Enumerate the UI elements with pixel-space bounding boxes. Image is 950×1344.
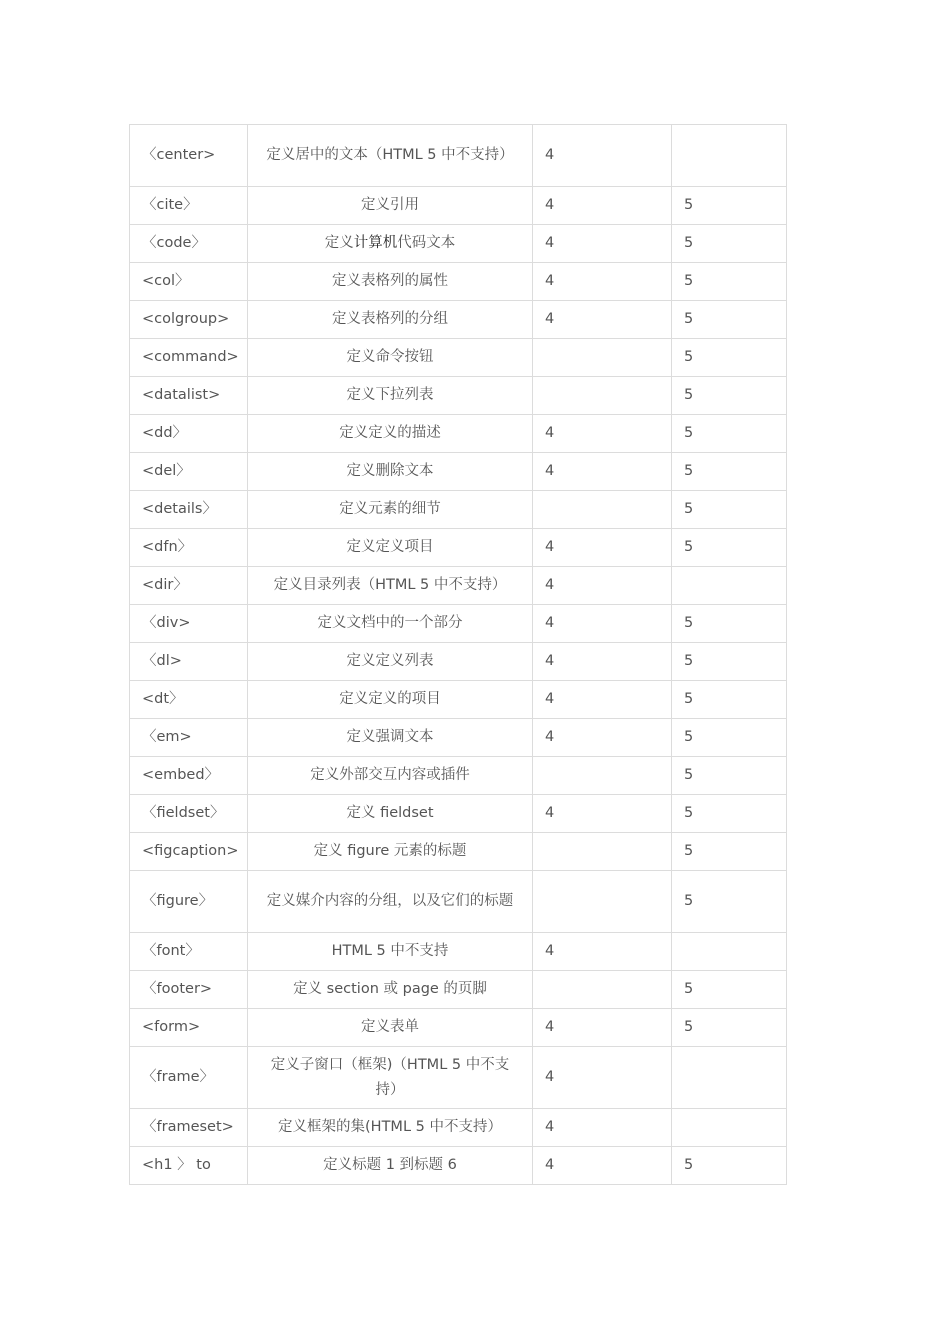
html4-support-cell: 4 xyxy=(533,643,672,681)
description-cell: HTML 5 中不支持 xyxy=(248,933,533,971)
html4-support-cell: 4 xyxy=(533,681,672,719)
table-row xyxy=(130,1147,787,1185)
html5-support-cell xyxy=(672,933,787,971)
table-row xyxy=(130,301,787,339)
html4-support-cell: 4 xyxy=(533,1109,672,1147)
tag-cell: <col〉 xyxy=(130,263,248,301)
description-cell: 定义目录列表（HTML 5 中不支持） xyxy=(248,567,533,605)
html4-support-cell: 4 xyxy=(533,719,672,757)
table-row xyxy=(130,453,787,491)
table-row xyxy=(130,1109,787,1147)
tag-cell: 〈center> xyxy=(130,125,248,187)
table-row xyxy=(130,225,787,263)
html5-support-cell: 5 xyxy=(672,681,787,719)
html5-support-cell: 5 xyxy=(672,719,787,757)
table-row xyxy=(130,187,787,225)
html4-support-cell: 4 xyxy=(533,567,672,605)
html4-support-cell: 4 xyxy=(533,605,672,643)
html5-support-cell: 5 xyxy=(672,833,787,871)
html4-support-cell: 4 xyxy=(533,1147,672,1185)
tag-cell: 〈frameset> xyxy=(130,1109,248,1147)
html4-support-cell: 4 xyxy=(533,301,672,339)
table-row xyxy=(130,1047,787,1109)
table-row xyxy=(130,529,787,567)
description-part: 定义 xyxy=(324,235,354,251)
html5-support-cell: 5 xyxy=(672,643,787,681)
description-cell: 定义强调文本 xyxy=(248,719,533,757)
description-cell: 定义文档中的一个部分 xyxy=(248,605,533,643)
tag-cell: <command> xyxy=(130,339,248,377)
tag-cell: <dd〉 xyxy=(130,415,248,453)
html4-support-cell: 4 xyxy=(533,1047,672,1109)
description-cell: 定义 fieldset xyxy=(248,795,533,833)
table-row xyxy=(130,377,787,415)
tag-cell: 〈font〉 xyxy=(130,933,248,971)
html5-support-cell: 5 xyxy=(672,605,787,643)
html4-support-cell xyxy=(533,377,672,415)
html5-support-cell: 5 xyxy=(672,491,787,529)
tag-cell: <figcaption> xyxy=(130,833,248,871)
tag-cell: <details〉 xyxy=(130,491,248,529)
tag-cell: 〈cite〉 xyxy=(130,187,248,225)
html4-support-cell: 4 xyxy=(533,125,672,187)
tag-cell: 〈footer> xyxy=(130,971,248,1009)
description-cell: 定义元素的细节 xyxy=(248,491,533,529)
tag-table-body xyxy=(130,125,787,1185)
description-cell: 定义引用 xyxy=(248,187,533,225)
html5-support-cell: 5 xyxy=(672,795,787,833)
tag-cell: 〈figure〉 xyxy=(130,871,248,933)
html5-support-cell: 5 xyxy=(672,871,787,933)
table-row xyxy=(130,339,787,377)
html4-support-cell xyxy=(533,491,672,529)
table-row xyxy=(130,681,787,719)
description-cell: 定义定义的描述 xyxy=(248,415,533,453)
description-cell: 定义居中的文本（HTML 5 中不支持） xyxy=(248,125,533,187)
html4-support-cell: 4 xyxy=(533,263,672,301)
html4-support-cell xyxy=(533,833,672,871)
html5-support-cell: 5 xyxy=(672,1147,787,1185)
table-row xyxy=(130,1009,787,1047)
tag-cell: 〈em> xyxy=(130,719,248,757)
tag-cell: <colgroup> xyxy=(130,301,248,339)
html4-support-cell: 4 xyxy=(533,529,672,567)
tag-cell: 〈code〉 xyxy=(130,225,248,263)
description-cell: 定义表格列的属性 xyxy=(248,263,533,301)
tag-cell: <form> xyxy=(130,1009,248,1047)
description-cell: 定义媒介内容的分组，以及它们的标题 xyxy=(248,871,533,933)
html4-support-cell: 4 xyxy=(533,1009,672,1047)
description-cell: 定义 figure 元素的标题 xyxy=(248,833,533,871)
html5-support-cell: 5 xyxy=(672,377,787,415)
tag-cell: <del〉 xyxy=(130,453,248,491)
description-cell: 定义定义项目 xyxy=(248,529,533,567)
tag-cell: <dt〉 xyxy=(130,681,248,719)
table-row xyxy=(130,719,787,757)
description-cell: 定义命令按钮 xyxy=(248,339,533,377)
description-part: 代码文本 xyxy=(397,235,456,251)
html5-support-cell: 5 xyxy=(672,263,787,301)
description-cell: 定义定义列表 xyxy=(248,643,533,681)
tag-cell: 〈div> xyxy=(130,605,248,643)
description-cell: 定义下拉列表 xyxy=(248,377,533,415)
description-part: 计算机 xyxy=(353,235,398,251)
description-cell: 定义框架的集(HTML 5 中不支持） xyxy=(248,1109,533,1147)
html5-support-cell: 5 xyxy=(672,225,787,263)
tag-cell: <datalist> xyxy=(130,377,248,415)
html5-support-cell: 5 xyxy=(672,529,787,567)
table-row xyxy=(130,871,787,933)
table-row xyxy=(130,795,787,833)
description-cell xyxy=(248,225,533,263)
tag-cell: 〈frame〉 xyxy=(130,1047,248,1109)
html4-support-cell: 4 xyxy=(533,187,672,225)
html4-support-cell: 4 xyxy=(533,453,672,491)
html5-support-cell xyxy=(672,1047,787,1109)
description-cell: 定义子窗口（框架)（HTML 5 中不支持） xyxy=(248,1047,533,1109)
html5-support-cell: 5 xyxy=(672,1009,787,1047)
html5-support-cell: 5 xyxy=(672,415,787,453)
table-row xyxy=(130,415,787,453)
tag-cell: <h1 〉 to xyxy=(130,1147,248,1185)
html4-support-cell: 4 xyxy=(533,933,672,971)
html4-support-cell xyxy=(533,339,672,377)
html5-support-cell xyxy=(672,125,787,187)
description-cell: 定义外部交互内容或插件 xyxy=(248,757,533,795)
table-row xyxy=(130,971,787,1009)
table-row xyxy=(130,757,787,795)
tag-cell: 〈fieldset〉 xyxy=(130,795,248,833)
html5-support-cell: 5 xyxy=(672,453,787,491)
html5-support-cell: 5 xyxy=(672,339,787,377)
description-cell: 定义删除文本 xyxy=(248,453,533,491)
html5-support-cell: 5 xyxy=(672,187,787,225)
table-row xyxy=(130,605,787,643)
table-row xyxy=(130,491,787,529)
description-cell: 定义标题 1 到标题 6 xyxy=(248,1147,533,1185)
table-row xyxy=(130,833,787,871)
html5-support-cell xyxy=(672,567,787,605)
html4-support-cell: 4 xyxy=(533,795,672,833)
table-row xyxy=(130,567,787,605)
description-cell: 定义定义的项目 xyxy=(248,681,533,719)
description-cell: 定义表格列的分组 xyxy=(248,301,533,339)
html4-support-cell xyxy=(533,871,672,933)
html4-support-cell xyxy=(533,757,672,795)
tag-cell: 〈dl> xyxy=(130,643,248,681)
table-row xyxy=(130,933,787,971)
html-tag-table xyxy=(129,124,787,1185)
tag-cell: <embed〉 xyxy=(130,757,248,795)
tag-cell: <dfn〉 xyxy=(130,529,248,567)
table-row xyxy=(130,263,787,301)
table-row xyxy=(130,125,787,187)
description-cell: 定义 section 或 page 的页脚 xyxy=(248,971,533,1009)
html5-support-cell: 5 xyxy=(672,301,787,339)
html4-support-cell: 4 xyxy=(533,225,672,263)
html5-support-cell: 5 xyxy=(672,757,787,795)
html4-support-cell: 4 xyxy=(533,415,672,453)
description-cell: 定义表单 xyxy=(248,1009,533,1047)
html5-support-cell: 5 xyxy=(672,971,787,1009)
tag-cell: <dir〉 xyxy=(130,567,248,605)
table-row xyxy=(130,643,787,681)
html4-support-cell xyxy=(533,971,672,1009)
html5-support-cell xyxy=(672,1109,787,1147)
